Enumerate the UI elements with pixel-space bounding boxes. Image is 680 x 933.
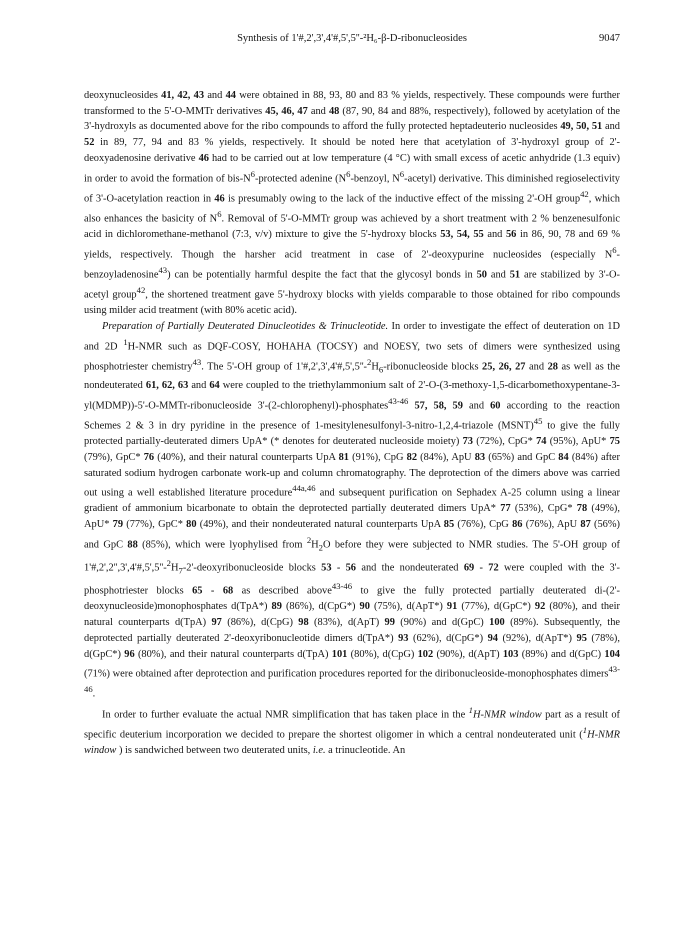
compound-number: 56 — [505, 229, 517, 241]
superscript: 6 — [612, 244, 617, 255]
compound-number: 94 — [487, 632, 498, 644]
emphasis: H-NMR window — [472, 709, 542, 721]
superscript: 6 — [346, 168, 351, 179]
compound-number: 25, 26, 27 — [482, 361, 526, 373]
superscript: 6 — [217, 208, 222, 219]
compound-number: 53, 54, 55 — [440, 229, 484, 241]
superscript: 44a,46 — [292, 483, 316, 494]
compound-number: 76 — [143, 451, 155, 463]
superscript: 43-46 — [388, 395, 409, 406]
compound-number: 75 — [609, 436, 620, 448]
superscript: 6 — [250, 168, 255, 179]
superscript: 2 — [166, 558, 171, 569]
compound-number: 81 — [338, 451, 349, 463]
compound-number: 77 — [500, 503, 511, 515]
paragraph-trinucleotide-intro: In order to further evaluate the actual NMR simplification that has taken place in the $^1$H-NMR window part as a result of specific deuterium incorporation we decided to prepare the shortest oligomer in which a central nondeuterated unit ($^1$H-NMR window ) is sandwiched between two deuterated units, i.e. a trinucleotide. An — [84, 704, 620, 756]
superscript: 1 — [123, 336, 128, 347]
paragraph-deprotection: deoxynucleosides 41, 42, 43 and 44 were obtained in 88, 93, 80 and 83 % yields, respectively. These compounds were further transformed to the 5'-O-MMTr derivatives 45, 46, 47 and 48 (87, 90, 84 and 88%, respectively), followed by acetylation of the 3'-hydroxyls as documented above for the ribo compounds to afford the fully protected heptadeuterio nucleosides 49, 50, 51 and 52 in 89, 77, 94 and 83 % yields, respectively. It should be noted here that acetylation of 3'-hydroxyl group of 2'-deoxyadenosine derivative 46 had to be carried out at low temperature (4 °C) with small excess of acetic anhydride (1.3 equiv) in order to avoid the formation of bis-$N^6$-protected adenine ($N^6$-benzoyl, $N^6-acetyl$) derivative. This diminished regioselectivity of 3'-O-acetylation reaction in 46 is presumably owing to the lack of the inductive effect of the missing 2'-OH group$^{42}$, which also enhances the basicity of $N^6$. Removal of 5'-O-MMTr group was achieved by a short treatment with 2 % benzenesulfonic acid in dichloromethane-methanol (7:3, v/v) mixture to give the 5'-hydroxy blocks 53, 54, 55 and 56 in 86, 90, 78 and 69 % yields, respectively. Though the harsher acid treatment in case of 2'-deoxypurine nucleosides (especially $N^6-benzoyladenosine^{43}$) can be potentially harmful despite the fact that the glycosyl bonds in 50 and 51 are stabilized by 3'-O-acetyl group$^{42}$, the shortened treatment gave 5'-hydroxy blocks with yields comparable to those obtained for ribo compounds using milder acid treatment (with 80% acetic acid). — [84, 90, 621, 317]
compound-number: 44 — [225, 90, 236, 101]
superscript: 2 — [367, 356, 372, 367]
superscript: 2 — [306, 534, 312, 545]
compound-number: 74 — [536, 436, 547, 448]
compound-number: 103 — [502, 648, 519, 660]
compound-number: 101 — [331, 648, 348, 660]
compound-number: 49, 50, 51 — [560, 121, 603, 133]
superscript: 45 — [533, 415, 543, 426]
compound-number: 88 — [127, 539, 138, 551]
compound-number: 84 — [558, 451, 569, 463]
journal-page — [84, 30, 620, 759]
running-title: Synthesis of 1'#,2',3',4'#,5',5''-²H₆-β-D-ribonucleosides — [237, 33, 467, 44]
superscript: 43 — [158, 264, 168, 275]
compound-number: 53 - 56 — [321, 562, 357, 574]
superscript: 1 — [468, 704, 473, 715]
compound-number: 48 — [328, 105, 340, 117]
superscript: 42 — [136, 285, 146, 296]
superscript: 42 — [580, 188, 589, 199]
compound-number: 78 — [576, 503, 588, 515]
compound-number: 41, 42, 43 — [161, 90, 205, 101]
compound-number: 60 — [490, 400, 501, 412]
compound-number: 97 — [211, 617, 222, 629]
subscript: 2 — [318, 542, 323, 553]
superscript: 6 — [399, 168, 405, 179]
compound-number: 91 — [446, 601, 458, 613]
emphasis: i.e. — [312, 744, 326, 756]
compound-number: 83 — [474, 451, 486, 463]
compound-number: 65 - 68 — [192, 585, 234, 597]
compound-number: 96 — [124, 648, 135, 660]
compound-number: 87 — [580, 519, 591, 531]
paragraph-dinucleotide-preparation: Preparation of Partially Deuterated Dinucleotides & Trinucleotide. In order to investigate the effect of deuteration on 1D and 2D $^1$H-NMR such as DQF-COSY, HOHAHA (TOCSY) and NOESY, two sets of dimers were synthesized using phosphotriester chemistry$^{43}$. The 5'-OH group of $1'\#,2',3',4'\#,5',5''-^2H_6$-ribonucleoside blocks 25, 26, 27 and 28 as well as the nondeuterated 61, 62, 63 and 64 were coupled to the triethylammonium salt of 2'-O-(3-methoxy-1,5-dicarbomethoxypentane-3-yl(MDMP))-5'-O-MMTr-ribonucleoside 3'-(2-chlorophenyl)-phosphates$^{43-46}$ 57, 58, 59 and 60 according to the reaction Schemes 2 & 3 in dry pyridine in the presence of 1-mesitylenesulfonyl-3-nitro-1,2,4-triazole (MSNT)$^{45}$ to give the fully protected partially-deuterated dimers UpA* (* denotes for deuterated nucleoside moiety) 73 (72%), CpG* 74 (95%), ApU* 75 (79%), GpC* 76 (40%), and their natural counterparts UpA 81 (91%), CpG 82 (84%), ApU 83 (65%) and GpC 84 (84%) after saturated sodium hydrogen carbonate work-up and column chromatography. The deprotection of the dimers above was carried out using a well established literature procedure$^{44a,46}$ and subsequent purification on Sephadex A-25 column using a linear gradient of ammonium bicarbonate to obtain the deprotected partially deuterated dimers UpA* 77 (53%), CpG* 78 (49%), ApU* 79 (77%), GpC* 80 (49%), and their nondeuterated natural counterparts UpA 85 (76%), CpG 86 (76%), ApU 87 (56%) and GpC 88 (85%), which were lyophylised from $^2H_2O$ before they were subjected to NMR studies. The 5'-OH group of $1'\#,2',2'',3',4'\#,5',5''-^2H_7-2'$-deoxyribonucleoside blocks 53 - 56 and the nondeuterated 69 - 72 were coupled with the 3'-phosphotriester blocks 65 - 68 as described above$^{43-46}$ to give the fully protected partially deuterated di-(2'-deoxynucleoside)monophosphates d(TpA*) 89 (86%), d(CpG*) 90 (75%), d(ApT*) 91 (77%), d(GpC*) 92 (80%), and their natural counterparts d(TpA) 97 (86%), d(CpG) 98 (83%), d(ApT) 99 (90%) and d(GpC) 100 (89%). Subsequently, the deprotected partially deuterated 2'-deoxyribonucleotide dimers d(TpA*) 93 (62%), d(CpG*) 94 (92%), d(ApT*) 95 (78%), d(GpC*) 96 (80%), and their natural counterparts d(TpA) 101 (80%), d(CpG) 102 (90%), d(ApT) 103 (89%) and d(GpC) 104 (71%) were obtained after deprotection and purification procedures reported for the diribonucleoside-monophosphates dimers$^{43-46}$. — [84, 320, 621, 700]
compound-number: 104 — [604, 648, 620, 660]
compound-number: 57, 58, 59 — [414, 400, 463, 412]
superscript: 43-46 — [331, 581, 353, 592]
compound-number: 80 — [186, 519, 197, 531]
compound-number: 89 — [271, 601, 282, 613]
compound-number: 92 — [534, 601, 546, 613]
superscript: 43 — [192, 356, 202, 367]
compound-number: 90 — [359, 601, 370, 613]
compound-number: 46 — [214, 193, 225, 205]
compound-number: 82 — [406, 451, 418, 463]
compound-number: 61, 62, 63 — [145, 380, 189, 392]
compound-number: 46 — [198, 152, 209, 164]
article-body — [84, 88, 620, 759]
subscript: 7 — [178, 565, 183, 576]
compound-number: 51 — [509, 269, 521, 281]
superscript: 43-46 — [84, 664, 620, 695]
running-header — [84, 30, 620, 48]
compound-number: 98 — [298, 617, 309, 629]
compound-number: 45, 46, 47 — [265, 105, 308, 117]
page-number: 9047 — [599, 33, 620, 44]
compound-number: 93 — [398, 632, 409, 644]
compound-number: 52 — [84, 137, 95, 149]
emphasis: H-NMR window — [84, 729, 620, 756]
subscript: 6 — [378, 364, 384, 375]
compound-number: 99 — [384, 617, 395, 629]
compound-number: 102 — [417, 648, 434, 660]
compound-number: 50 — [476, 269, 487, 281]
compound-number: 69 - 72 — [463, 562, 499, 574]
compound-number: 64 — [209, 380, 220, 392]
compound-number: 95 — [576, 632, 587, 644]
compound-number: 73 — [462, 436, 473, 448]
compound-number: 100 — [489, 617, 505, 629]
compound-number: 86 — [512, 519, 523, 531]
emphasis: Preparation of Partially Deuterated Dinucleotides & Trinucleotide. — [102, 320, 389, 332]
compound-number: 79 — [112, 519, 124, 531]
compound-number: 85 — [443, 519, 455, 531]
compound-number: 28 — [547, 361, 558, 373]
superscript: 1 — [582, 724, 588, 735]
